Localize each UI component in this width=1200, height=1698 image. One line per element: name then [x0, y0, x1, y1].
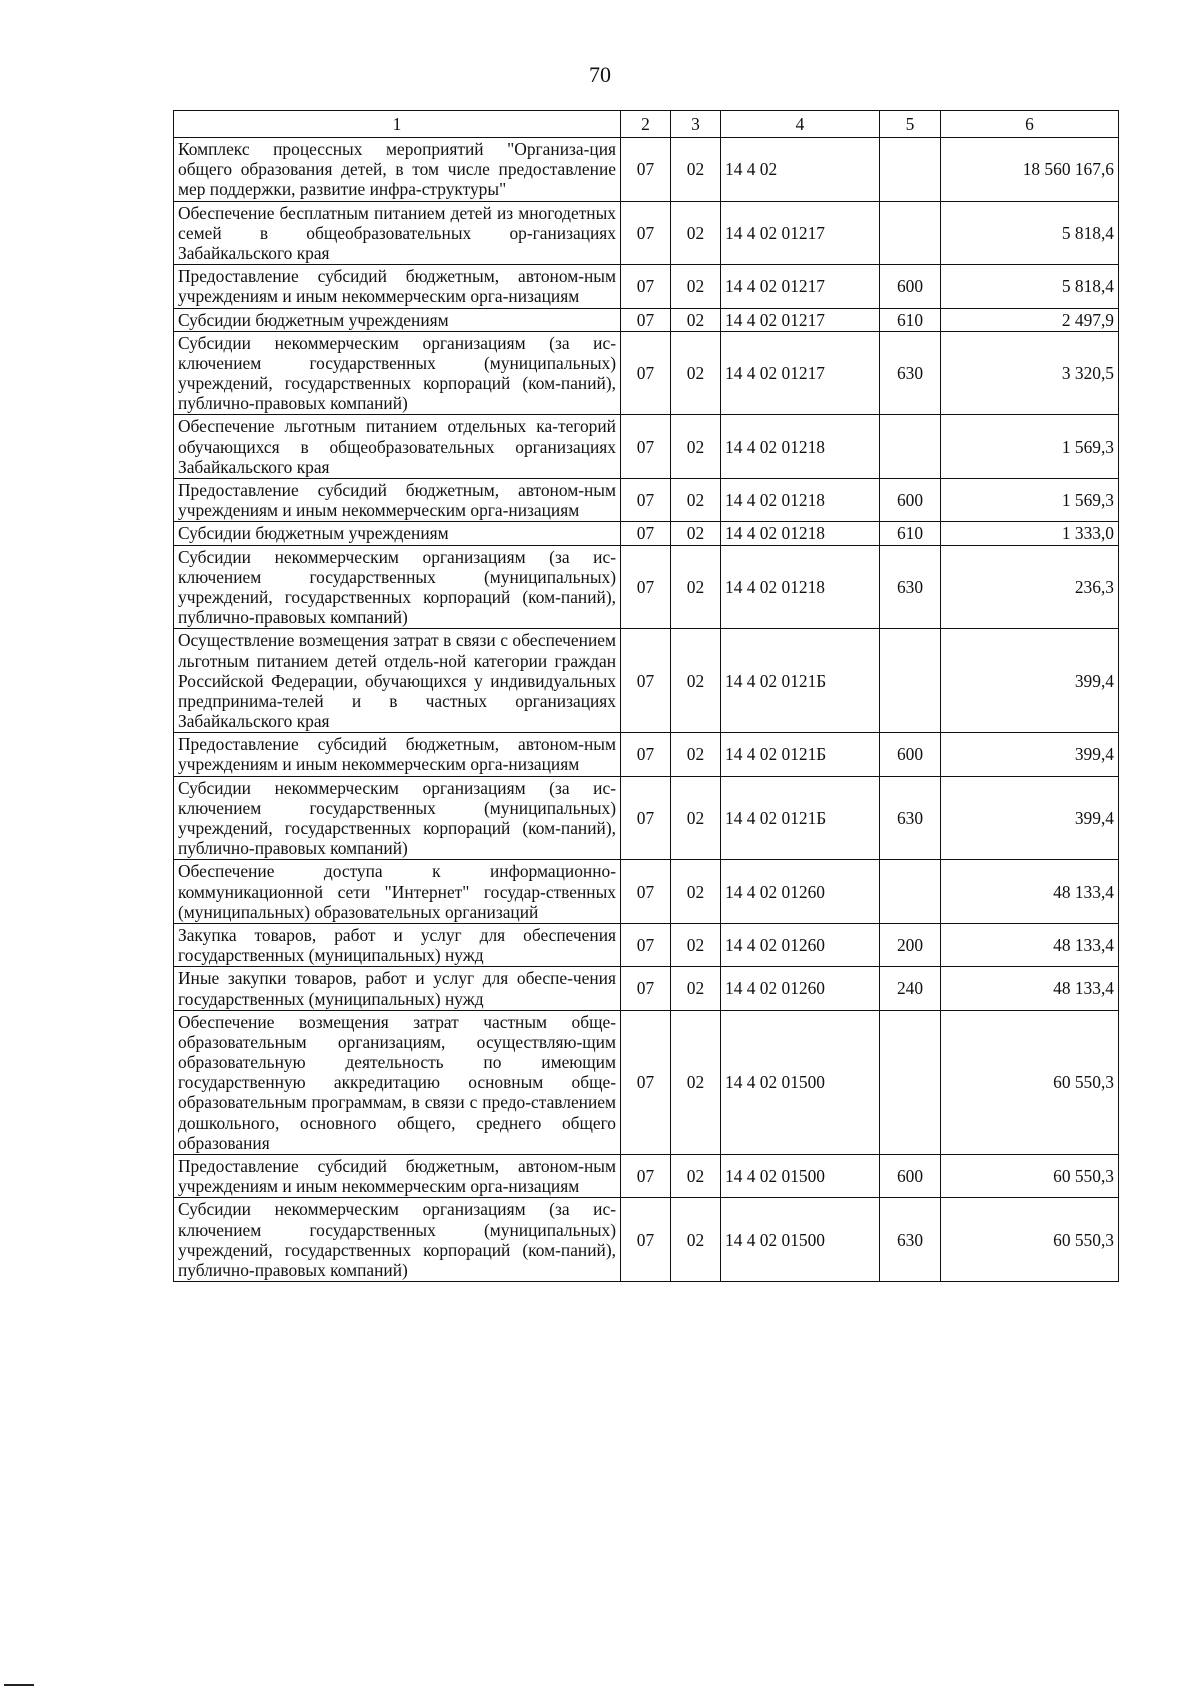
- table-header: [174, 111, 1119, 138]
- cell-name: Субсидии бюджетным учреждениям: [174, 522, 621, 545]
- cell-expense-type: 630: [880, 331, 941, 415]
- cell-subsection: 02: [671, 923, 721, 966]
- cell-amount: 60 550,3: [941, 1010, 1119, 1154]
- table-row: [174, 331, 1119, 415]
- table-row: [174, 479, 1119, 522]
- table-row: [174, 1198, 1119, 1282]
- scan-mark: [4, 1684, 34, 1686]
- cell-amount: 2 497,9: [941, 308, 1119, 331]
- cell-section: 07: [621, 479, 671, 522]
- cell-name: Закупка товаров, работ и услуг для обеспечения государственных (муниципальных) нужд: [174, 923, 621, 966]
- table-row: [174, 545, 1119, 629]
- cell-expense-type: 600: [880, 479, 941, 522]
- cell-expense-type: [880, 415, 941, 479]
- cell-expense-type: [880, 629, 941, 733]
- table-row: [174, 629, 1119, 733]
- cell-subsection: 02: [671, 967, 721, 1010]
- cell-subsection: 02: [671, 331, 721, 415]
- table-row: [174, 265, 1119, 308]
- cell-amount: 60 550,3: [941, 1155, 1119, 1198]
- cell-target-article: 14 4 02 01500: [721, 1155, 880, 1198]
- budget-table: [173, 110, 1119, 1282]
- column-header-section: 2: [621, 111, 671, 138]
- cell-amount: 48 133,4: [941, 923, 1119, 966]
- header-row: [174, 111, 1119, 138]
- cell-expense-type: [880, 860, 941, 924]
- cell-expense-type: 610: [880, 308, 941, 331]
- cell-section: 07: [621, 1155, 671, 1198]
- cell-name: Субсидии некоммерческим организациям (за ис-ключением государственных (муниципальных) учреждений, государственных корпораций (ком-паний), публично-правовых компаний): [174, 545, 621, 629]
- cell-expense-type: [880, 1010, 941, 1154]
- cell-expense-type: 610: [880, 522, 941, 545]
- cell-expense-type: 630: [880, 776, 941, 860]
- cell-subsection: 02: [671, 138, 721, 202]
- table-row: [174, 415, 1119, 479]
- cell-name: Осуществление возмещения затрат в связи с обеспечением льготным питанием детей отдель-ной категории граждан Российской Федерации, обучающихся у индивидуальных предпринима-телей и в частных организациях Забайкальского края: [174, 629, 621, 733]
- cell-subsection: 02: [671, 1010, 721, 1154]
- table-row: [174, 201, 1119, 265]
- cell-section: 07: [621, 733, 671, 776]
- cell-section: 07: [621, 545, 671, 629]
- table-row: [174, 733, 1119, 776]
- cell-section: 07: [621, 138, 671, 202]
- table-body: [174, 138, 1119, 1282]
- cell-amount: 1 333,0: [941, 522, 1119, 545]
- cell-target-article: 14 4 02 01260: [721, 923, 880, 966]
- cell-target-article: 14 4 02 0121Б: [721, 733, 880, 776]
- table-row: [174, 1155, 1119, 1198]
- table-row: [174, 1010, 1119, 1154]
- cell-section: 07: [621, 331, 671, 415]
- cell-target-article: 14 4 02 01500: [721, 1010, 880, 1154]
- cell-expense-type: 200: [880, 923, 941, 966]
- cell-target-article: 14 4 02 01217: [721, 265, 880, 308]
- cell-subsection: 02: [671, 415, 721, 479]
- column-header-name: 1: [174, 111, 621, 138]
- cell-section: 07: [621, 522, 671, 545]
- cell-amount: 399,4: [941, 733, 1119, 776]
- cell-subsection: 02: [671, 545, 721, 629]
- cell-amount: 399,4: [941, 629, 1119, 733]
- table-row: [174, 860, 1119, 924]
- column-header-expense-type: 5: [880, 111, 941, 138]
- cell-section: 07: [621, 967, 671, 1010]
- cell-target-article: 14 4 02 01260: [721, 860, 880, 924]
- table-row: [174, 308, 1119, 331]
- cell-subsection: 02: [671, 522, 721, 545]
- column-header-subsection: 3: [671, 111, 721, 138]
- cell-target-article: 14 4 02 01218: [721, 479, 880, 522]
- column-header-amount: 6: [941, 111, 1119, 138]
- cell-section: 07: [621, 860, 671, 924]
- cell-amount: 399,4: [941, 776, 1119, 860]
- table-row: [174, 923, 1119, 966]
- cell-subsection: 02: [671, 265, 721, 308]
- cell-name: Предоставление субсидий бюджетным, автоном-ным учреждениям и иным некоммерческим орга-низациям: [174, 1155, 621, 1198]
- cell-section: 07: [621, 776, 671, 860]
- cell-expense-type: 630: [880, 1198, 941, 1282]
- column-header-target-article: 4: [721, 111, 880, 138]
- table-row: [174, 967, 1119, 1010]
- cell-section: 07: [621, 415, 671, 479]
- cell-expense-type: 630: [880, 545, 941, 629]
- cell-amount: 236,3: [941, 545, 1119, 629]
- cell-target-article: 14 4 02 01217: [721, 308, 880, 331]
- cell-subsection: 02: [671, 629, 721, 733]
- cell-subsection: 02: [671, 1155, 721, 1198]
- cell-amount: 1 569,3: [941, 479, 1119, 522]
- cell-amount: 1 569,3: [941, 415, 1119, 479]
- cell-name: Предоставление субсидий бюджетным, автоном-ным учреждениям и иным некоммерческим орга-низациям: [174, 479, 621, 522]
- cell-name: Субсидии некоммерческим организациям (за ис-ключением государственных (муниципальных) учреждений, государственных корпораций (ком-паний), публично-правовых компаний): [174, 1198, 621, 1282]
- cell-name: Комплекс процессных мероприятий "Организа-ция общего образования детей, в том числе предоставление мер поддержки, развитие инфра-структуры": [174, 138, 621, 202]
- cell-target-article: 14 4 02 01218: [721, 522, 880, 545]
- cell-name: Предоставление субсидий бюджетным, автоном-ным учреждениям и иным некоммерческим орга-низациям: [174, 265, 621, 308]
- cell-expense-type: [880, 201, 941, 265]
- cell-target-article: 14 4 02 01217: [721, 201, 880, 265]
- table-row: [174, 522, 1119, 545]
- cell-name: Субсидии некоммерческим организациям (за ис-ключением государственных (муниципальных) учреждений, государственных корпораций (ком-паний), публично-правовых компаний): [174, 331, 621, 415]
- cell-name: Обеспечение возмещения затрат частным обще-образовательным организациям, осуществляю-щим образовательную деятельность по имеющим государственную аккредитацию основным обще-образовательным программам, в связи с предо-ставлением дошкольного, основного общего, среднего общего образования: [174, 1010, 621, 1154]
- cell-target-article: 14 4 02 01218: [721, 545, 880, 629]
- cell-subsection: 02: [671, 201, 721, 265]
- cell-target-article: 14 4 02 01217: [721, 331, 880, 415]
- cell-section: 07: [621, 265, 671, 308]
- cell-subsection: 02: [671, 479, 721, 522]
- cell-amount: 48 133,4: [941, 967, 1119, 1010]
- cell-section: 07: [621, 308, 671, 331]
- cell-amount: 5 818,4: [941, 265, 1119, 308]
- cell-target-article: 14 4 02 0121Б: [721, 629, 880, 733]
- cell-expense-type: [880, 138, 941, 202]
- cell-expense-type: 600: [880, 733, 941, 776]
- cell-amount: 48 133,4: [941, 860, 1119, 924]
- cell-name: Обеспечение бесплатным питанием детей из многодетных семей в общеобразовательных ор-ганизациях Забайкальского края: [174, 201, 621, 265]
- cell-section: 07: [621, 629, 671, 733]
- cell-target-article: 14 4 02 01218: [721, 415, 880, 479]
- cell-target-article: 14 4 02 0121Б: [721, 776, 880, 860]
- table-row: [174, 776, 1119, 860]
- cell-amount: 18 560 167,6: [941, 138, 1119, 202]
- cell-name: Иные закупки товаров, работ и услуг для обеспе-чения государственных (муниципальных) нужд: [174, 967, 621, 1010]
- table-row: [174, 138, 1119, 202]
- cell-name: Обеспечение доступа к информационно-коммуникационной сети "Интернет" государ-ственных (муниципальных) образовательных организаций: [174, 860, 621, 924]
- cell-subsection: 02: [671, 308, 721, 331]
- cell-target-article: 14 4 02: [721, 138, 880, 202]
- cell-amount: 3 320,5: [941, 331, 1119, 415]
- cell-name: Обеспечение льготным питанием отдельных ка-тегорий обучающихся в общеобразовательных организациях Забайкальского края: [174, 415, 621, 479]
- cell-section: 07: [621, 1198, 671, 1282]
- cell-subsection: 02: [671, 776, 721, 860]
- cell-target-article: 14 4 02 01500: [721, 1198, 880, 1282]
- cell-expense-type: 600: [880, 1155, 941, 1198]
- cell-target-article: 14 4 02 01260: [721, 967, 880, 1010]
- cell-section: 07: [621, 1010, 671, 1154]
- cell-amount: 60 550,3: [941, 1198, 1119, 1282]
- cell-section: 07: [621, 201, 671, 265]
- page-number: 70: [589, 62, 611, 87]
- cell-amount: 5 818,4: [941, 201, 1119, 265]
- cell-name: Субсидии некоммерческим организациям (за ис-ключением государственных (муниципальных) учреждений, государственных корпораций (ком-паний), публично-правовых компаний): [174, 776, 621, 860]
- cell-expense-type: 240: [880, 967, 941, 1010]
- cell-subsection: 02: [671, 1198, 721, 1282]
- cell-name: Субсидии бюджетным учреждениям: [174, 308, 621, 331]
- cell-expense-type: 600: [880, 265, 941, 308]
- cell-section: 07: [621, 923, 671, 966]
- cell-subsection: 02: [671, 733, 721, 776]
- cell-subsection: 02: [671, 860, 721, 924]
- cell-name: Предоставление субсидий бюджетным, автоном-ным учреждениям и иным некоммерческим орга-низациям: [174, 733, 621, 776]
